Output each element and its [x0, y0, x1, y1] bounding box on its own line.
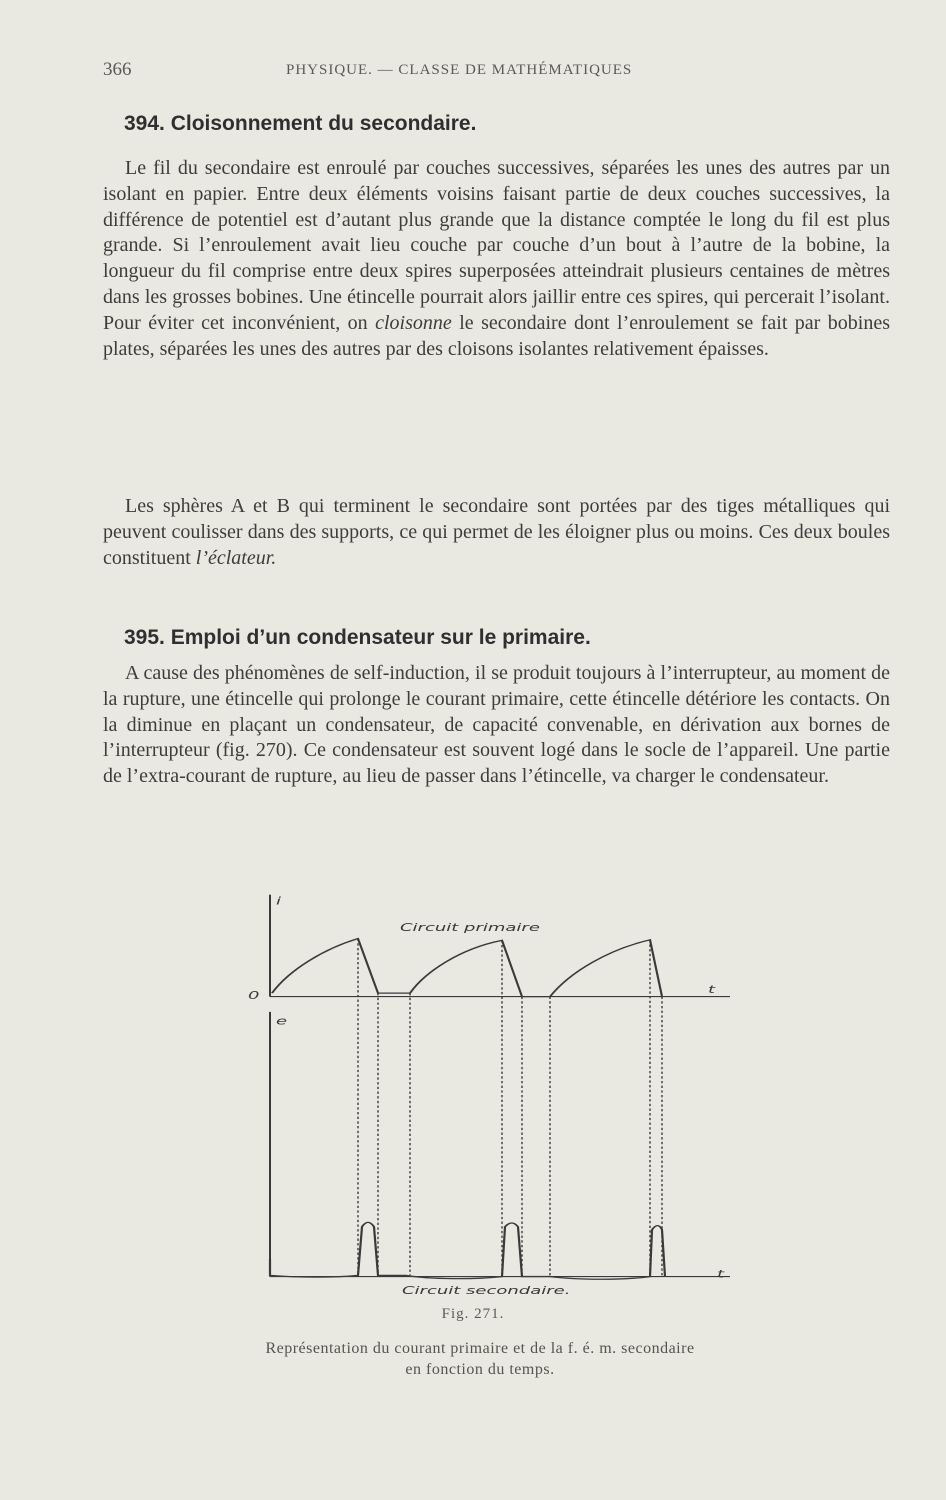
- section-394-paragraph-2: [103, 494, 890, 571]
- figure-caption: [150, 1338, 810, 1380]
- waveform-chart: [230, 890, 750, 1300]
- page-number: 366: [103, 59, 132, 80]
- figure-caption-line-2: en fonction du temps.: [405, 1361, 555, 1378]
- secondary-x-label: t: [717, 1268, 725, 1281]
- secondary-emf-curve: [270, 1222, 665, 1279]
- emphasis-term: cloisonne: [375, 311, 452, 334]
- section-395-paragraph-1: A cause des phénomènes de self-induction, il se produit toujours à l’interrupteur, au moment de la rupture, une étincelle qui prolonge le courant primaire, cette étincelle détériore les contacts. On la diminue en plaçant un condensateur, de capacité convenable, en dérivation aux bornes de l’interrupteur (fig. 270). Ce condensateur est souvent logé dans le socle de l’appareil. Une partie de l’extra-courant de rupture, au lieu de passer dans l’étincelle, va charger le condensateur.: [103, 662, 890, 788]
- secondary-y-label: e: [276, 1015, 288, 1028]
- paragraph-text: Les sphères A et B qui terminent le secondaire sont portées par des tiges métalliques qui peuvent coulisser dans des supports, ce qui permet de les éloigner plus ou moins. Ces deux boules constituent: [103, 495, 890, 569]
- running-title: PHYSIQUE. — CLASSE DE MATHÉMATIQUES: [286, 62, 633, 78]
- secondary-plot-title: Circuit secondaire.: [402, 1284, 571, 1298]
- section-394-heading: 394. Cloisonnement du secondaire.: [124, 112, 477, 135]
- paragraph-text: Le fil du secondaire est enroulé par couches successives, séparées les unes des autres par un isolant en papier. Entre deux éléments voisins faisant partie de deux couches successives, la différence de potentiel est d’autant plus grande que la distance comptée le long du fil est plus grande. Si l’enroulement avait lieu couche par couche d’un bout à l’autre de la bobine, la longueur du fil comprise entre deux spires superposées atteindrait plusieurs centaines de mètres dans les grosses bobines. Une étincelle pourrait alors jaillir entre ces spires, qui percerait l’isolant. Pour éviter cet inconvénient, on: [103, 157, 890, 334]
- primary-origin-label: 0: [248, 989, 260, 1002]
- section-395-heading: 395. Emploi d’un condensateur sur le primaire.: [124, 626, 591, 649]
- primary-x-label: t: [708, 983, 716, 996]
- paragraph-text-end: le secondaire dont l’enroulement se fait par bobines plates, séparées les unes des autres par des cloisons isolantes relativement épaisses.: [103, 311, 890, 360]
- section-394-paragraph-1: [103, 156, 890, 362]
- primary-plot-title: Circuit primaire: [400, 921, 540, 934]
- figure-caption-line-1: Représentation du courant primaire et de la f. é. m. secondaire: [265, 1340, 695, 1357]
- emphasis-term: l’éclateur.: [195, 546, 277, 569]
- primary-current-curve: [272, 939, 662, 997]
- figure-271: [230, 890, 750, 1300]
- figure-number: Fig. 271.: [441, 1306, 505, 1322]
- primary-y-label: i: [276, 895, 282, 908]
